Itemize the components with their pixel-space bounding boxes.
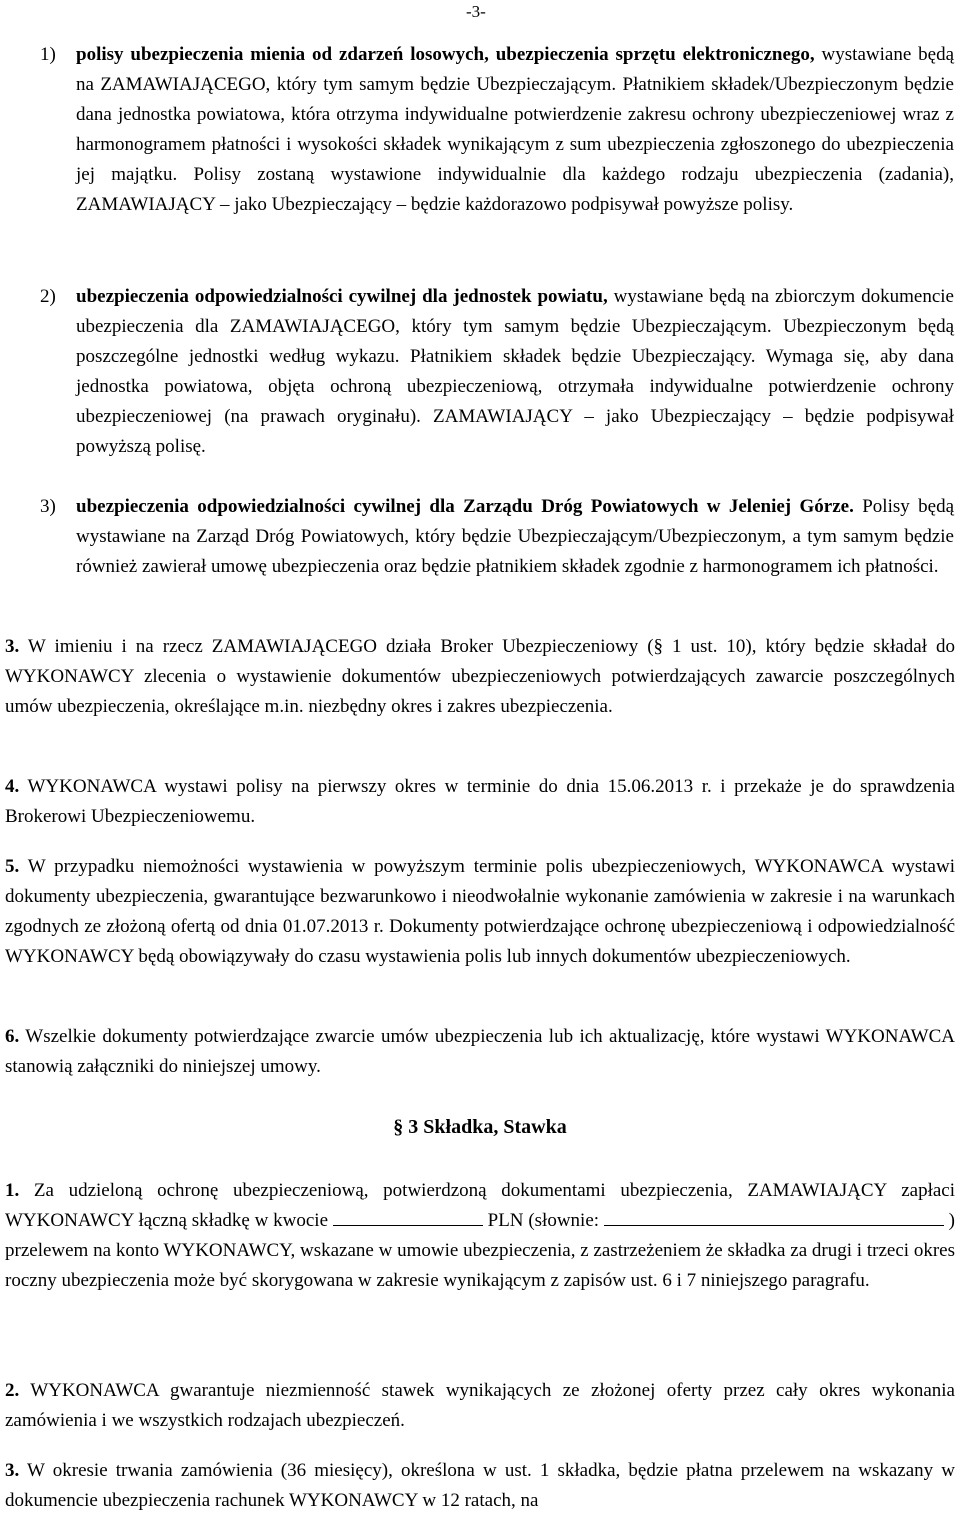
list-item-text: Polisy będą wystawiane na Zarząd Dróg Powiatowych, który będzie Ubezpieczającym/Ubezpieczonym, a tym samym będzie również zawierał umowę ubezpieczenia oraz będzie płatnikiem składek zgodnie z harmonogramem ich płatności. [76, 496, 954, 577]
list-item [40, 282, 954, 462]
paragraph-text: Wszelkie dokumenty potwierdzające zwarcie umów ubezpieczenia lub ich aktualizację, które wystawi WYKONAWCA stanowią załączniki do niniejszej umowy. [5, 1026, 955, 1077]
list-item-number: 2) [40, 286, 56, 307]
page-number: -3- [466, 2, 486, 21]
paragraph-number: 4. [5, 776, 20, 797]
paragraph-text: W przypadku niemożności wystawienia w powyższym terminie polis ubezpieczeniowych, WYKONAWCA wystawi dokumenty ubezpieczenia, gwarantujące bezwarunkowo i nieodwołalnie wykonanie zamówienia w zakresie i na warunkach zgodnych ze złożoną ofertą od dnia 01.07.2013 r. Dokumenty potwierdzające ochronę ubezpieczeniową i odpowiedzialność WYKONAWCY będą obowiązywały do czasu wystawienia polis lub innych dokumentów ubezpieczeniowych. [5, 856, 955, 967]
paragraph-3 [5, 632, 955, 722]
amount-in-words-blank-line [604, 1207, 944, 1226]
paragraph-text: WYKONAWCA gwarantuje niezmienność stawek wynikających ze złożonej oferty przez cały okres wykonania zamówienia i we wszystkich rodzajach ubezpieczeń. [5, 1380, 955, 1431]
amount-blank-line [333, 1207, 483, 1226]
section-paragraph-3 [5, 1456, 955, 1516]
list-item-bold-text: polisy ubezpieczenia mienia od zdarzeń losowych, ubezpieczenia sprzętu elektronicznego, [76, 44, 815, 65]
list-item-text: wystawiane będą na ZAMAWIAJĄCEGO, który tym samym będzie Ubezpieczającym. Płatnikiem składek/Ubezpieczonym będzie dana jednostka powiatowa, która otrzyma indywidualne potwierdzenie zakresu ochrony ubezpieczeniowej wraz z harmonogramem płatności i wysokości składek wynikającym z sum ubezpieczenia zgłoszonego do ubezpieczenia jej majątku. Polisy zostaną wystawione indywidualnie dla każdego rodzaju ubezpieczenia (zadania), ZAMAWIAJĄCY – jako Ubezpieczający – będzie każdorazowo podpisywał powyższe polisy. [76, 44, 955, 215]
list-item-bold-text: ubezpieczenia odpowiedzialności cywilnej dla Zarządu Dróg Powiatowych w Jeleniej Górze. [76, 496, 854, 517]
list-item-text: wystawiane będą na zbiorczym dokumencie ubezpieczenia dla ZAMAWIAJĄCEGO, który tym samym będzie Ubezpieczającym. Ubezpieczonym będą poszczególne jednostki według wykazu. Płatnikiem składek będzie Ubezpieczający. Wymaga się, aby dana jednostka powiatowa, objęta ochroną ubezpieczeniową, otrzymała indywidualne potwierdzenie ochrony ubezpieczeniowej (na prawach oryginału). ZAMAWIAJĄCY – jako Ubezpieczający – będzie podpisywał powyższą polisę. [76, 286, 954, 457]
list-item-number: 1) [40, 44, 56, 65]
list-item-number: 3) [40, 496, 56, 517]
paragraph-number: 6. [5, 1026, 20, 1047]
section-heading: § 3 Składka, Stawka [393, 1116, 567, 1138]
list-item [40, 40, 954, 220]
paragraph-5 [5, 852, 955, 972]
paragraph-number: 1. [5, 1180, 20, 1201]
paragraph-number: 5. [5, 856, 20, 877]
section-paragraph-1 [5, 1176, 955, 1296]
paragraph-text: W okresie trwania zamówienia (36 miesięcy), określona w ust. 1 składka, będzie płatna przelewem na wskazany w dokumencie ubezpieczenia rachunek WYKONAWCY w 12 ratach, na [5, 1460, 955, 1511]
paragraph-6 [5, 1022, 955, 1082]
paragraph-4 [5, 772, 955, 832]
list-item-bold-text: ubezpieczenia odpowiedzialności cywilnej dla jednostek powiatu, [76, 286, 608, 307]
paragraph-text: ) przelewem na konto WYKONAWCY, wskazane w umowie ubezpieczenia, z zastrzeżeniem że składka za drugi i trzeci okres roczny ubezpieczenia może być skorygowana w zakresie wynikającym z zapisów ust. 6 i 7 niniejszego paragrafu. [5, 1210, 956, 1291]
paragraph-number: 3. [5, 636, 20, 657]
section-paragraph-2 [5, 1376, 955, 1436]
paragraph-text: WYKONAWCA wystawi polisy na pierwszy okres w terminie do dnia 15.06.2013 r. i przekaże je do sprawdzenia Brokerowi Ubezpieczeniowemu. [5, 776, 955, 827]
paragraph-text: W imieniu i na rzecz ZAMAWIAJĄCEGO działa Broker Ubezpieczeniowy (§ 1 ust. 10), który będzie składał do WYKONAWCY zlecenia o wystawienie dokumentów ubezpieczeniowych potwierdzających zawarcie poszczególnych umów ubezpieczenia, określające m.in. niezbędny okres i zakres ubezpieczenia. [5, 636, 955, 717]
paragraph-number: 2. [5, 1380, 20, 1401]
paragraph-text: PLN (słownie: [482, 1210, 604, 1231]
list-item [40, 492, 954, 582]
paragraph-text: Za udzieloną ochronę ubezpieczeniową, potwierdzoną dokumentami ubezpieczenia, ZAMAWIAJĄCY zapłaci WYKONAWCY łączną składkę w kwocie [5, 1180, 955, 1231]
paragraph-number: 3. [5, 1460, 20, 1481]
